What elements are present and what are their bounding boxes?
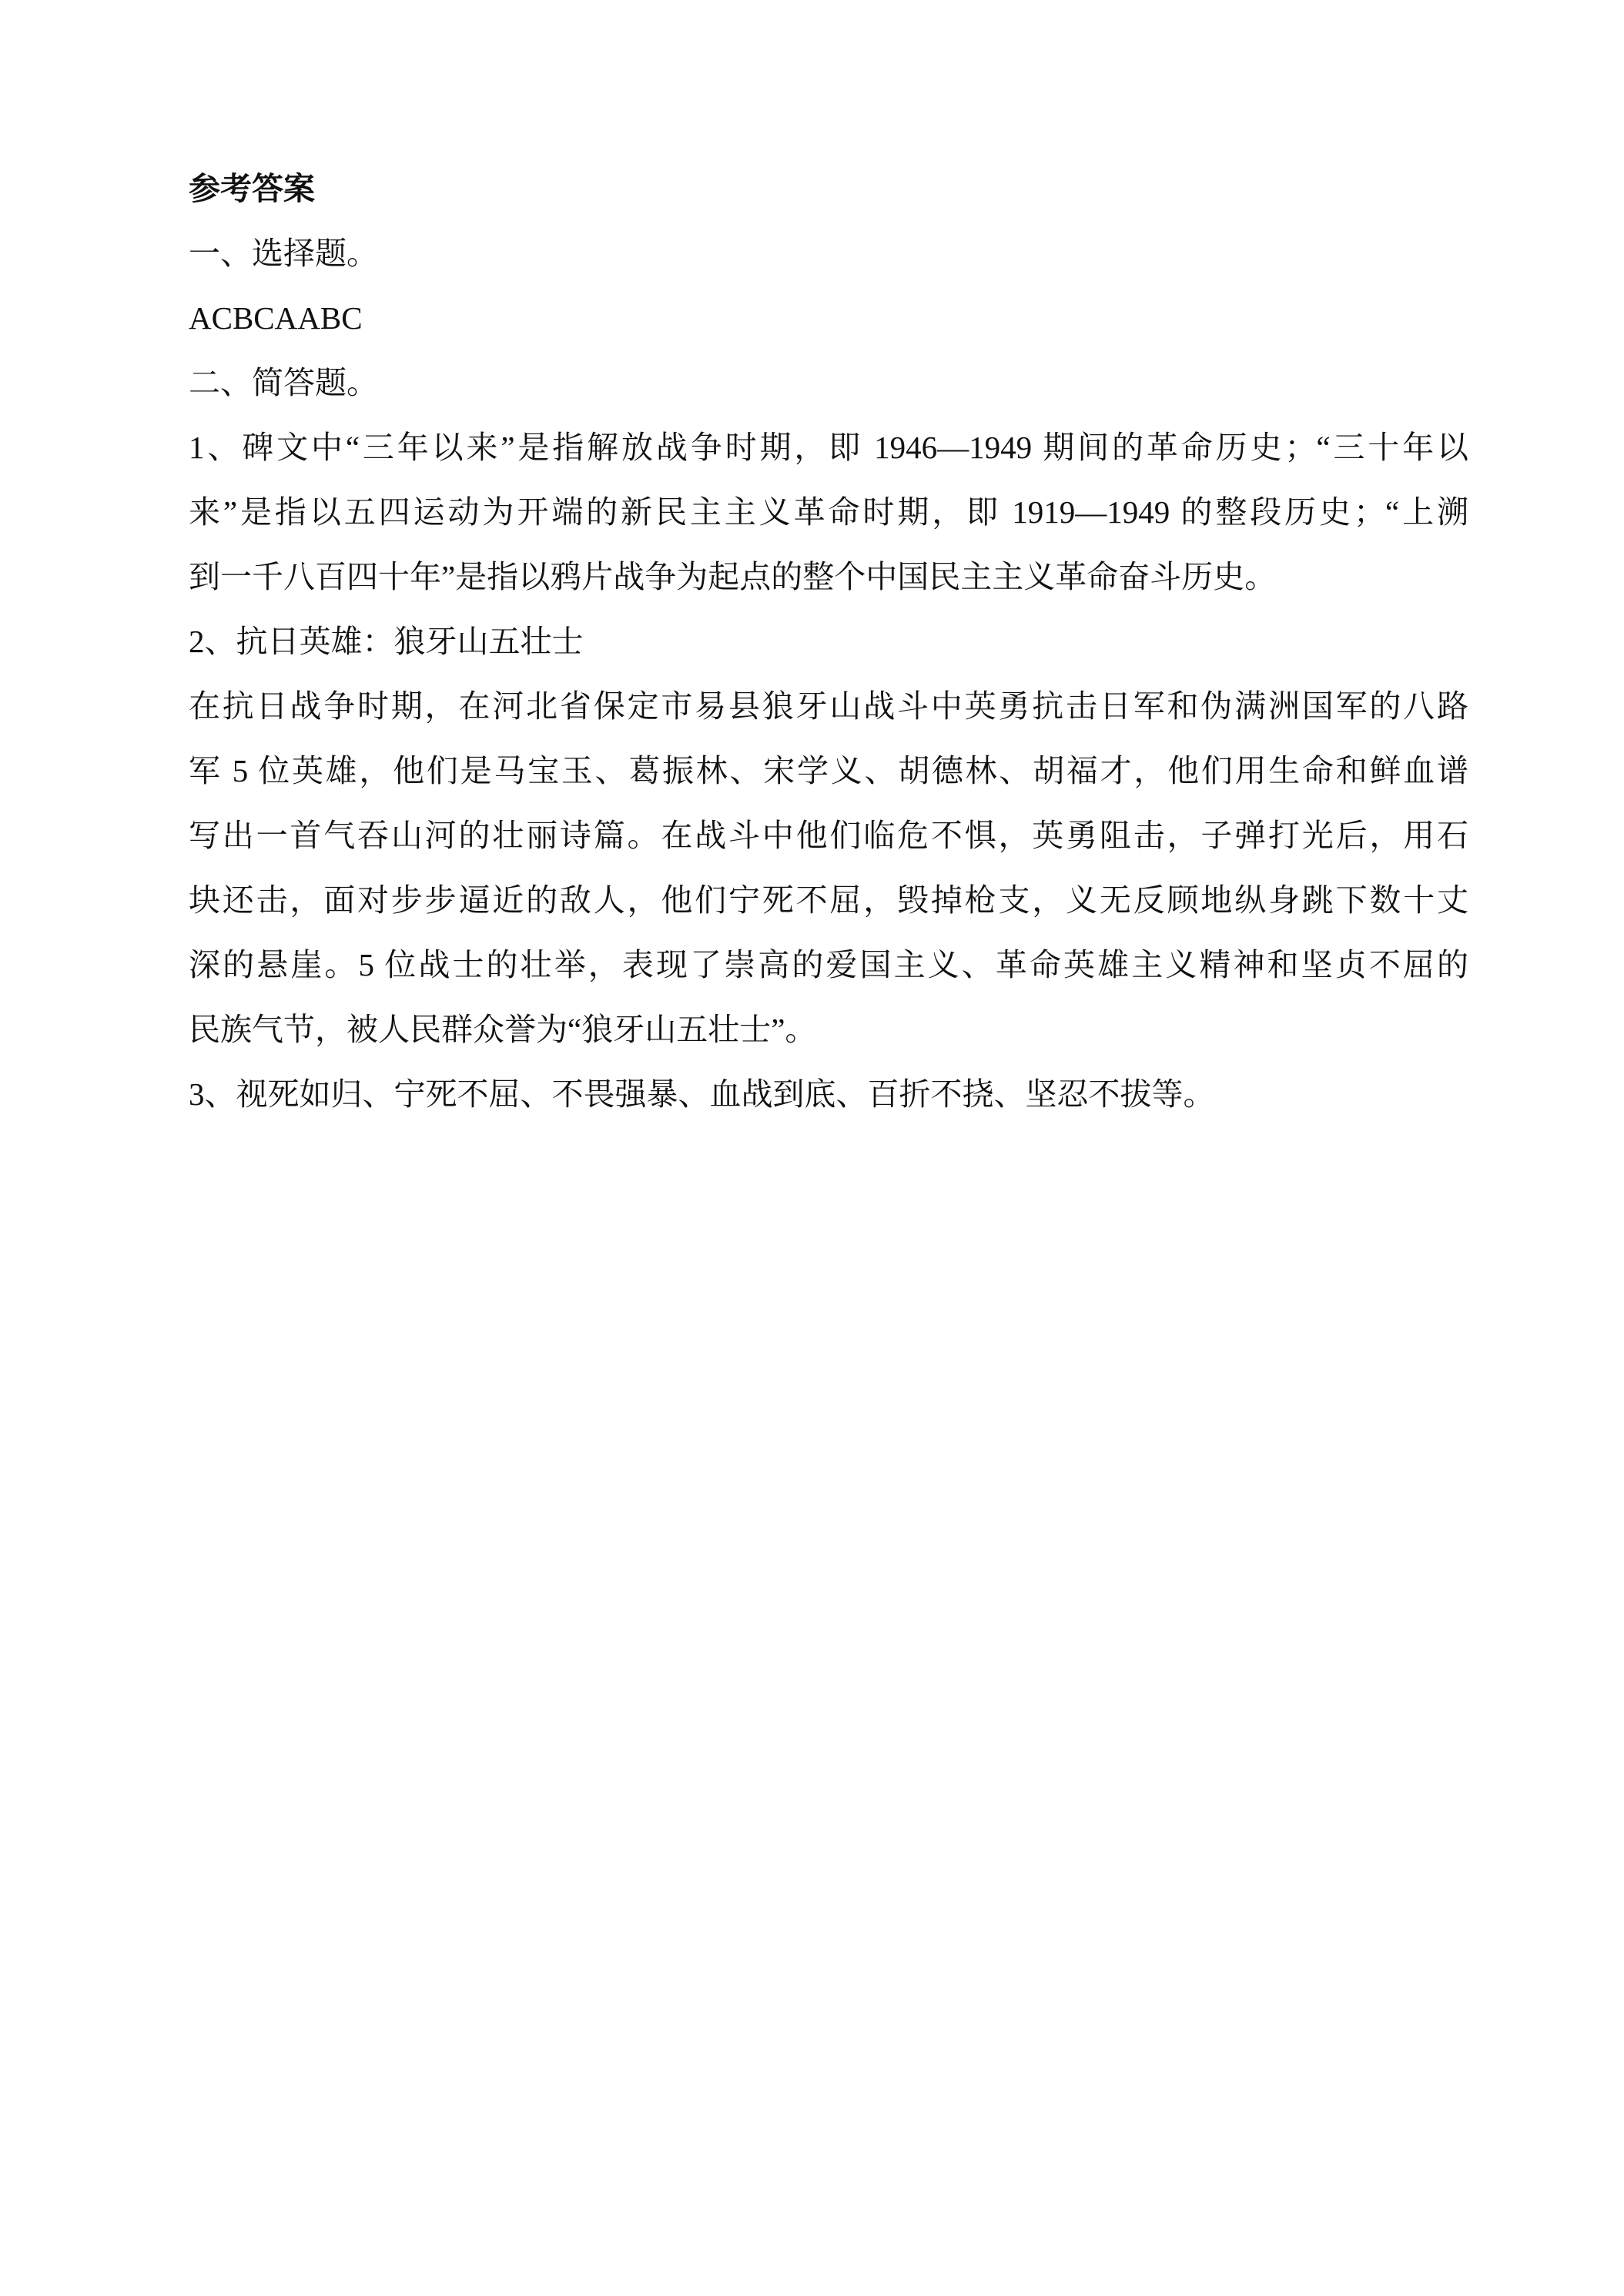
answer-2-line: 军 5 位英雄，他们是马宝玉、葛振林、宋学义、胡德林、胡福才，他们用生命和鲜血谱 xyxy=(189,753,1468,788)
document-body xyxy=(189,156,1468,1126)
answer-3: 3、视死如归、宁死不屈、不畏强暴、血战到底、百折不挠、坚忍不拔等。 xyxy=(189,1076,1215,1112)
answer-1 xyxy=(189,415,1468,609)
answer-1-line: 1、碑文中“三年以来”是指解放战争时期，即 1946—1949 期间的革命历史；“三十年以 xyxy=(189,430,1468,465)
answer-2-line: 在抗日战争时期，在河北省保定市易县狼牙山战斗中英勇抗击日军和伪满洲国军的八路 xyxy=(189,688,1468,724)
page-title: 参考答案 xyxy=(189,171,315,206)
section-heading-short-answer: 二、简答题。 xyxy=(189,365,378,400)
answer-1-line: 来”是指以五四运动为开端的新民主主义革命时期，即 1919—1949 的整段历史；“上溯 xyxy=(189,494,1468,530)
answer-2 xyxy=(189,674,1468,1062)
answer-2-heading: 2、抗日英雄：狼牙山五壮士 xyxy=(189,624,584,659)
answer-2-line: 民族气节，被人民群众誉为“狼牙山五壮士”。 xyxy=(189,1012,817,1047)
answer-2-line: 写出一首气吞山河的壮丽诗篇。在战斗中他们临危不惧，英勇阻击，子弹打光后，用石 xyxy=(189,818,1468,853)
answer-2-line: 深的悬崖。5 位战士的壮举，表现了崇高的爱国主义、革命英雄主义精神和坚贞不屈的 xyxy=(189,947,1468,982)
answer-1-line: 到一千八百四十年”是指以鸦片战争为起点的整个中国民主主义革命奋斗历史。 xyxy=(189,559,1277,594)
answer-2-line: 块还击，面对步步逼近的敌人，他们宁死不屈，毁掉枪支，义无反顾地纵身跳下数十丈 xyxy=(189,882,1468,918)
choice-answers: ACBCAABC xyxy=(189,300,363,336)
section-heading-choice: 一、选择题。 xyxy=(189,236,378,271)
